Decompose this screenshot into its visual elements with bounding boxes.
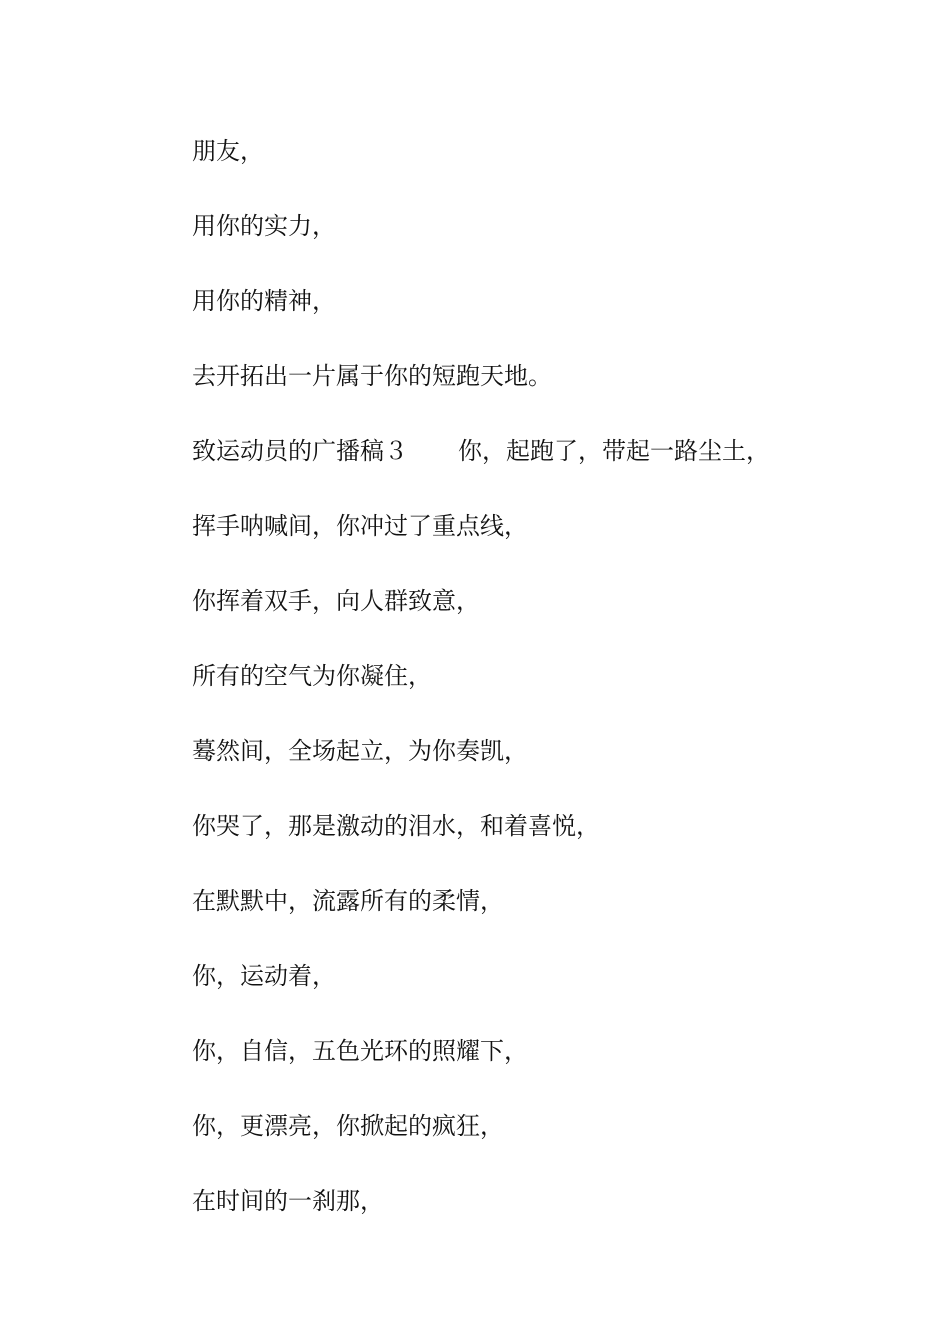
text-line: 去开拓出一片属于你的短跑天地。 (192, 362, 552, 390)
section-heading: 致运动员的广播稿３ (192, 437, 408, 465)
text-line: 用你的实力， (192, 212, 336, 240)
section-heading-line (192, 431, 892, 506)
text-line: 用你的精神， (192, 287, 336, 315)
heading-continuation: 你，起跑了，带起一路尘土， (458, 437, 770, 465)
text-line: 你哭了，那是激动的泪水，和着喜悦， (192, 812, 600, 840)
text-line: 你，运动着， (192, 962, 336, 990)
text-line: 在默默中，流露所有的柔情， (192, 887, 504, 915)
text-line: 你挥着双手，向人群致意， (192, 587, 480, 615)
text-line: 挥手呐喊间，你冲过了重点线， (192, 512, 528, 540)
text-line: 朋友， (192, 137, 264, 165)
text-line: 在时间的一刹那， (192, 1187, 384, 1215)
text-body (192, 131, 892, 1256)
text-line: 蓦然间，全场起立，为你奏凯， (192, 737, 528, 765)
text-line: 你，自信，五色光环的照耀下， (192, 1037, 528, 1065)
text-line: 所有的空气为你凝住， (192, 662, 432, 690)
text-line: 你，更漂亮，你掀起的疯狂， (192, 1112, 504, 1140)
